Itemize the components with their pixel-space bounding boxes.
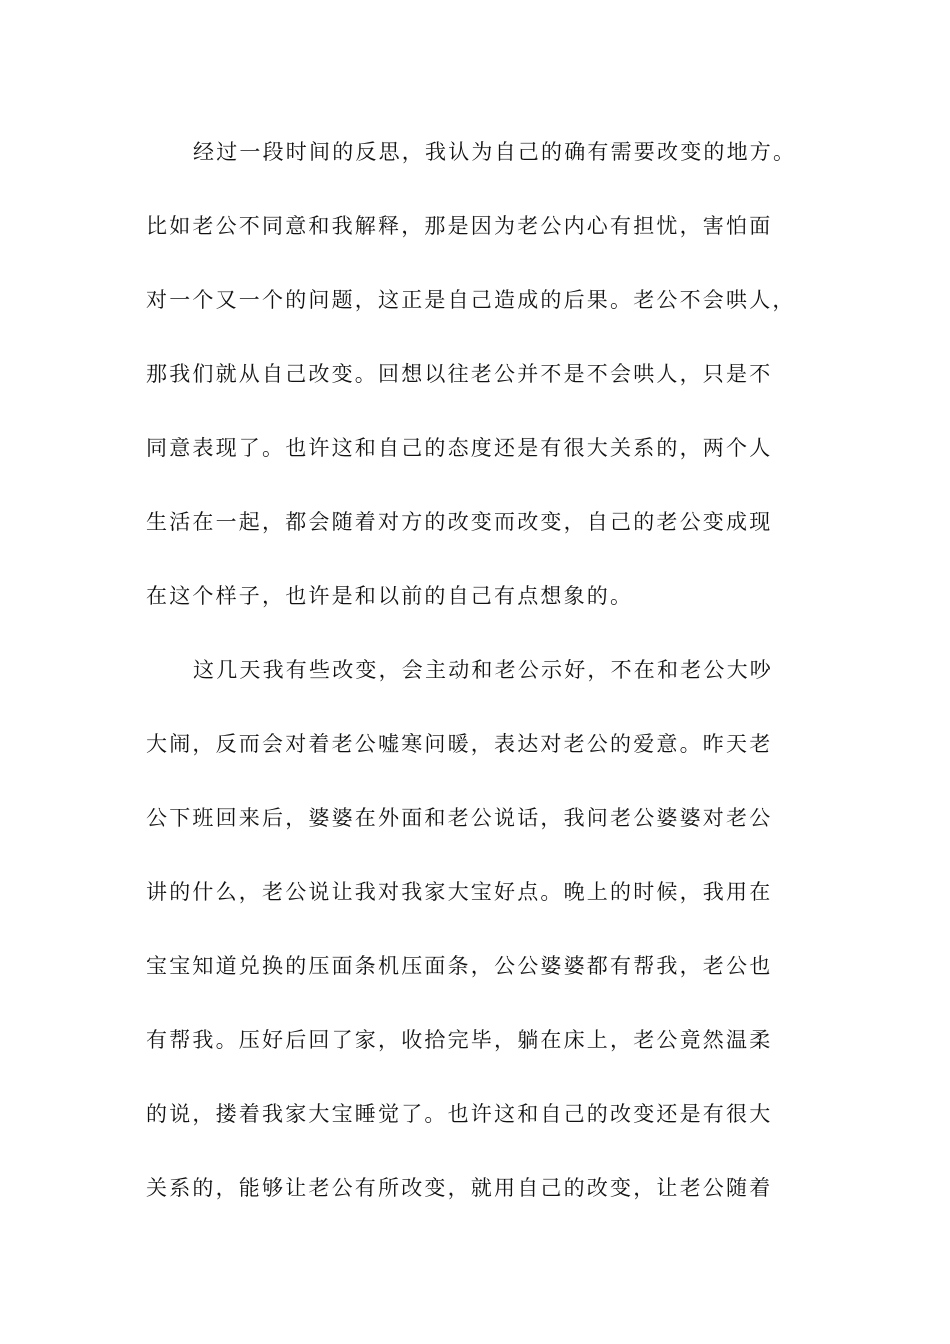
paragraph-line: 比如老公不同意和我解释，那是因为老公内心有担忧，害怕面 <box>146 214 773 238</box>
paragraph-line: 这几天我有些改变，会主动和老公示好，不在和老公大吵 <box>193 658 773 682</box>
paragraph-line: 在这个样子，也许是和以前的自己有点想象的。 <box>146 584 634 608</box>
paragraph-line: 有帮我。压好后回了家，收拾完毕，躺在床上，老公竟然温柔 <box>146 1028 773 1052</box>
paragraph-line: 的说，搂着我家大宝睡觉了。也许这和自己的改变还是有很大 <box>146 1102 773 1126</box>
paragraph-1 <box>146 115 806 633</box>
paragraph-line: 对一个又一个的问题，这正是自己造成的后果。老公不会哄人， <box>146 288 796 312</box>
paragraph-line: 宝宝知道兑换的压面条机压面条，公公婆婆都有帮我，老公也 <box>146 954 773 978</box>
paragraph-line: 大闹，反而会对着老公嘘寒问暖，表达对老公的爱意。昨天老 <box>146 732 773 756</box>
paragraph-line: 那我们就从自己改变。回想以往老公并不是不会哄人，只是不 <box>146 362 773 386</box>
paragraph-line: 同意表现了。也许这和自己的态度还是有很大关系的，两个人 <box>146 436 773 460</box>
paragraph-line: 经过一段时间的反思，我认为自己的确有需要改变的地方。 <box>193 140 797 164</box>
paragraph-line: 讲的什么，老公说让我对我家大宝好点。晚上的时候，我用在 <box>146 880 773 904</box>
paragraph-line: 关系的，能够让老公有所改变，就用自己的改变，让老公随着 <box>146 1176 773 1200</box>
paragraph-line: 公下班回来后，婆婆在外面和老公说话，我问老公婆婆对老公 <box>146 806 773 830</box>
paragraph-2 <box>146 633 806 1225</box>
paragraph-line: 生活在一起，都会随着对方的改变而改变，自己的老公变成现 <box>146 510 773 534</box>
